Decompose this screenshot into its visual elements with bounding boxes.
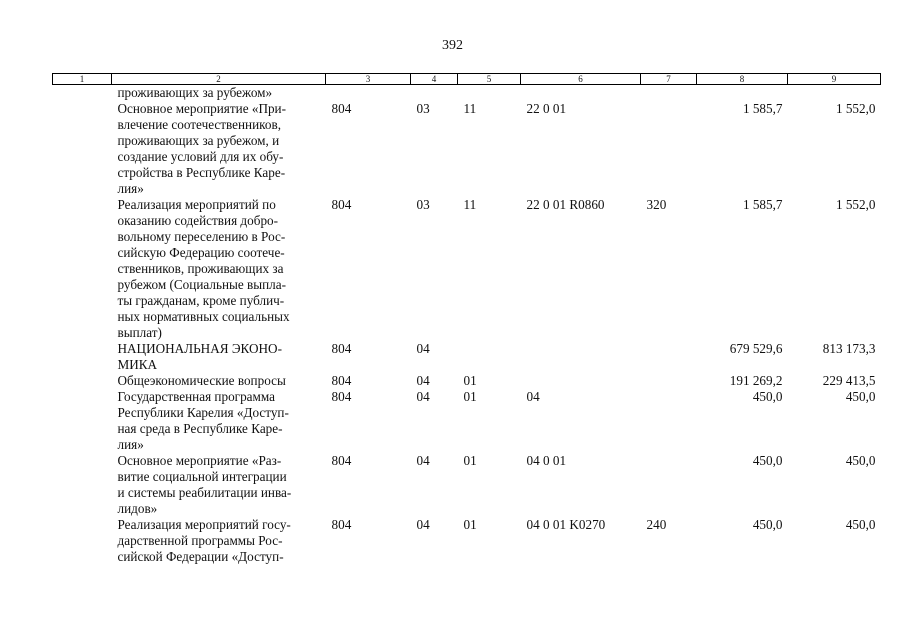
col-header-6: 6: [521, 74, 641, 85]
row-cell-7: [641, 85, 697, 102]
col-header-1: 1: [53, 74, 112, 85]
col-header-4: 4: [411, 74, 458, 85]
col-header-2: 2: [112, 74, 326, 85]
row-name: Основное мероприятие «При- влечение соотечественников, проживающих за рубежом, и создание условий для их обу- стройства в Республике Каре- лия»: [117, 101, 287, 196]
row-name: Реализация мероприятий по оказанию содействия добро- вольному переселению в Рос- сийскую Федерацию соотече- ственников, проживающих за рубежом (Социальные выпла- ты гражданам, кроме публич- ных нормативных социальных выплат): [117, 197, 290, 340]
row-name: НАЦИОНАЛЬНАЯ ЭКОНО- МИКА: [117, 341, 282, 372]
table-row: [53, 389, 881, 453]
col-header-8: 8: [697, 74, 788, 85]
row-cell-4: 03: [416, 197, 430, 212]
row-cell-9: 1 552,0: [835, 197, 876, 212]
budget-table: [52, 73, 881, 565]
col-header-7: 7: [641, 74, 697, 85]
row-cell-1: [53, 373, 112, 389]
row-cell-5: [458, 85, 521, 102]
row-cell-5: 01: [463, 517, 477, 532]
row-name: проживающих за рубежом»: [117, 85, 273, 100]
row-cell-3: 804: [331, 389, 352, 404]
row-cell-4: 04: [416, 373, 430, 388]
row-cell-9: [788, 85, 881, 102]
table-row: [53, 197, 881, 341]
row-cell-6: 22 0 01 R0860: [526, 197, 605, 212]
row-cell-3: 804: [331, 197, 352, 212]
row-cell-9: 450,0: [845, 517, 876, 532]
row-cell-5: [458, 341, 521, 373]
row-cell-5: 11: [463, 197, 477, 212]
row-cell-8: 450,0: [752, 517, 783, 532]
column-number-header: [53, 74, 881, 85]
row-name: Общеэкономические вопросы: [117, 373, 286, 388]
row-cell-1: [53, 453, 112, 517]
row-cell-8: 1 585,7: [742, 197, 783, 212]
row-cell-5: 11: [463, 101, 477, 116]
row-cell-8: 1 585,7: [742, 101, 783, 116]
row-cell-6: 22 0 01: [526, 101, 567, 116]
row-cell-3: 804: [331, 453, 352, 468]
page-number: 392: [442, 38, 463, 53]
row-cell-4: 03: [416, 101, 430, 116]
row-cell-3: 804: [331, 517, 352, 532]
row-cell-1: [53, 517, 112, 565]
row-cell-7: [641, 389, 697, 453]
row-cell-6: [521, 341, 641, 373]
row-cell-6: [521, 85, 641, 102]
row-cell-4: 04: [416, 341, 430, 356]
row-cell-8: 679 529,6: [729, 341, 783, 356]
row-cell-1: [53, 389, 112, 453]
col-header-3: 3: [326, 74, 411, 85]
row-cell-4: 04: [416, 517, 430, 532]
row-cell-6: 04 0 01: [526, 453, 567, 468]
row-cell-7: 240: [646, 517, 667, 532]
row-cell-7: [641, 373, 697, 389]
row-cell-3: 804: [331, 373, 352, 388]
table-row: [53, 517, 881, 565]
row-name: Основное мероприятие «Раз- витие социальной интеграции и системы реабилитации инва- лидов»: [117, 453, 292, 516]
row-cell-9: 813 173,3: [822, 341, 876, 356]
table-row: [53, 85, 881, 102]
row-name: Государственная программа Республики Карелия «Доступ- ная среда в Республике Каре- лия»: [117, 389, 289, 452]
row-cell-9: 450,0: [845, 453, 876, 468]
row-cell-3: 804: [331, 101, 352, 116]
row-cell-1: [53, 197, 112, 341]
row-cell-7: [641, 341, 697, 373]
row-cell-5: 01: [463, 453, 477, 468]
row-cell-1: [53, 101, 112, 197]
table-row: [53, 101, 881, 197]
row-cell-8: [697, 85, 788, 102]
row-cell-9: 229 413,5: [822, 373, 876, 388]
row-cell-6: 04: [526, 389, 540, 404]
row-cell-8: 450,0: [752, 453, 783, 468]
col-header-9: 9: [788, 74, 881, 85]
row-cell-8: 450,0: [752, 389, 783, 404]
row-cell-9: 450,0: [845, 389, 876, 404]
row-cell-3: 804: [331, 341, 352, 356]
row-cell-9: 1 552,0: [835, 101, 876, 116]
table-row: [53, 341, 881, 373]
row-cell-5: 01: [463, 389, 477, 404]
table-row: [53, 373, 881, 389]
row-cell-4: [411, 85, 458, 102]
row-cell-4: 04: [416, 389, 430, 404]
row-cell-4: 04: [416, 453, 430, 468]
table-row: [53, 453, 881, 517]
row-cell-8: 191 269,2: [729, 373, 783, 388]
row-cell-6: [521, 373, 641, 389]
row-cell-7: [641, 101, 697, 197]
row-cell-6: 04 0 01 K0270: [526, 517, 606, 532]
row-cell-7: 320: [646, 197, 667, 212]
row-name: Реализация мероприятий госу- дарственной программы Рос- сийской Федерации «Доступ-: [117, 517, 291, 564]
row-cell-7: [641, 453, 697, 517]
row-cell-1: [53, 341, 112, 373]
row-cell-3: [326, 85, 411, 102]
row-cell-5: 01: [463, 373, 477, 388]
row-cell-1: [53, 85, 112, 102]
col-header-5: 5: [458, 74, 521, 85]
